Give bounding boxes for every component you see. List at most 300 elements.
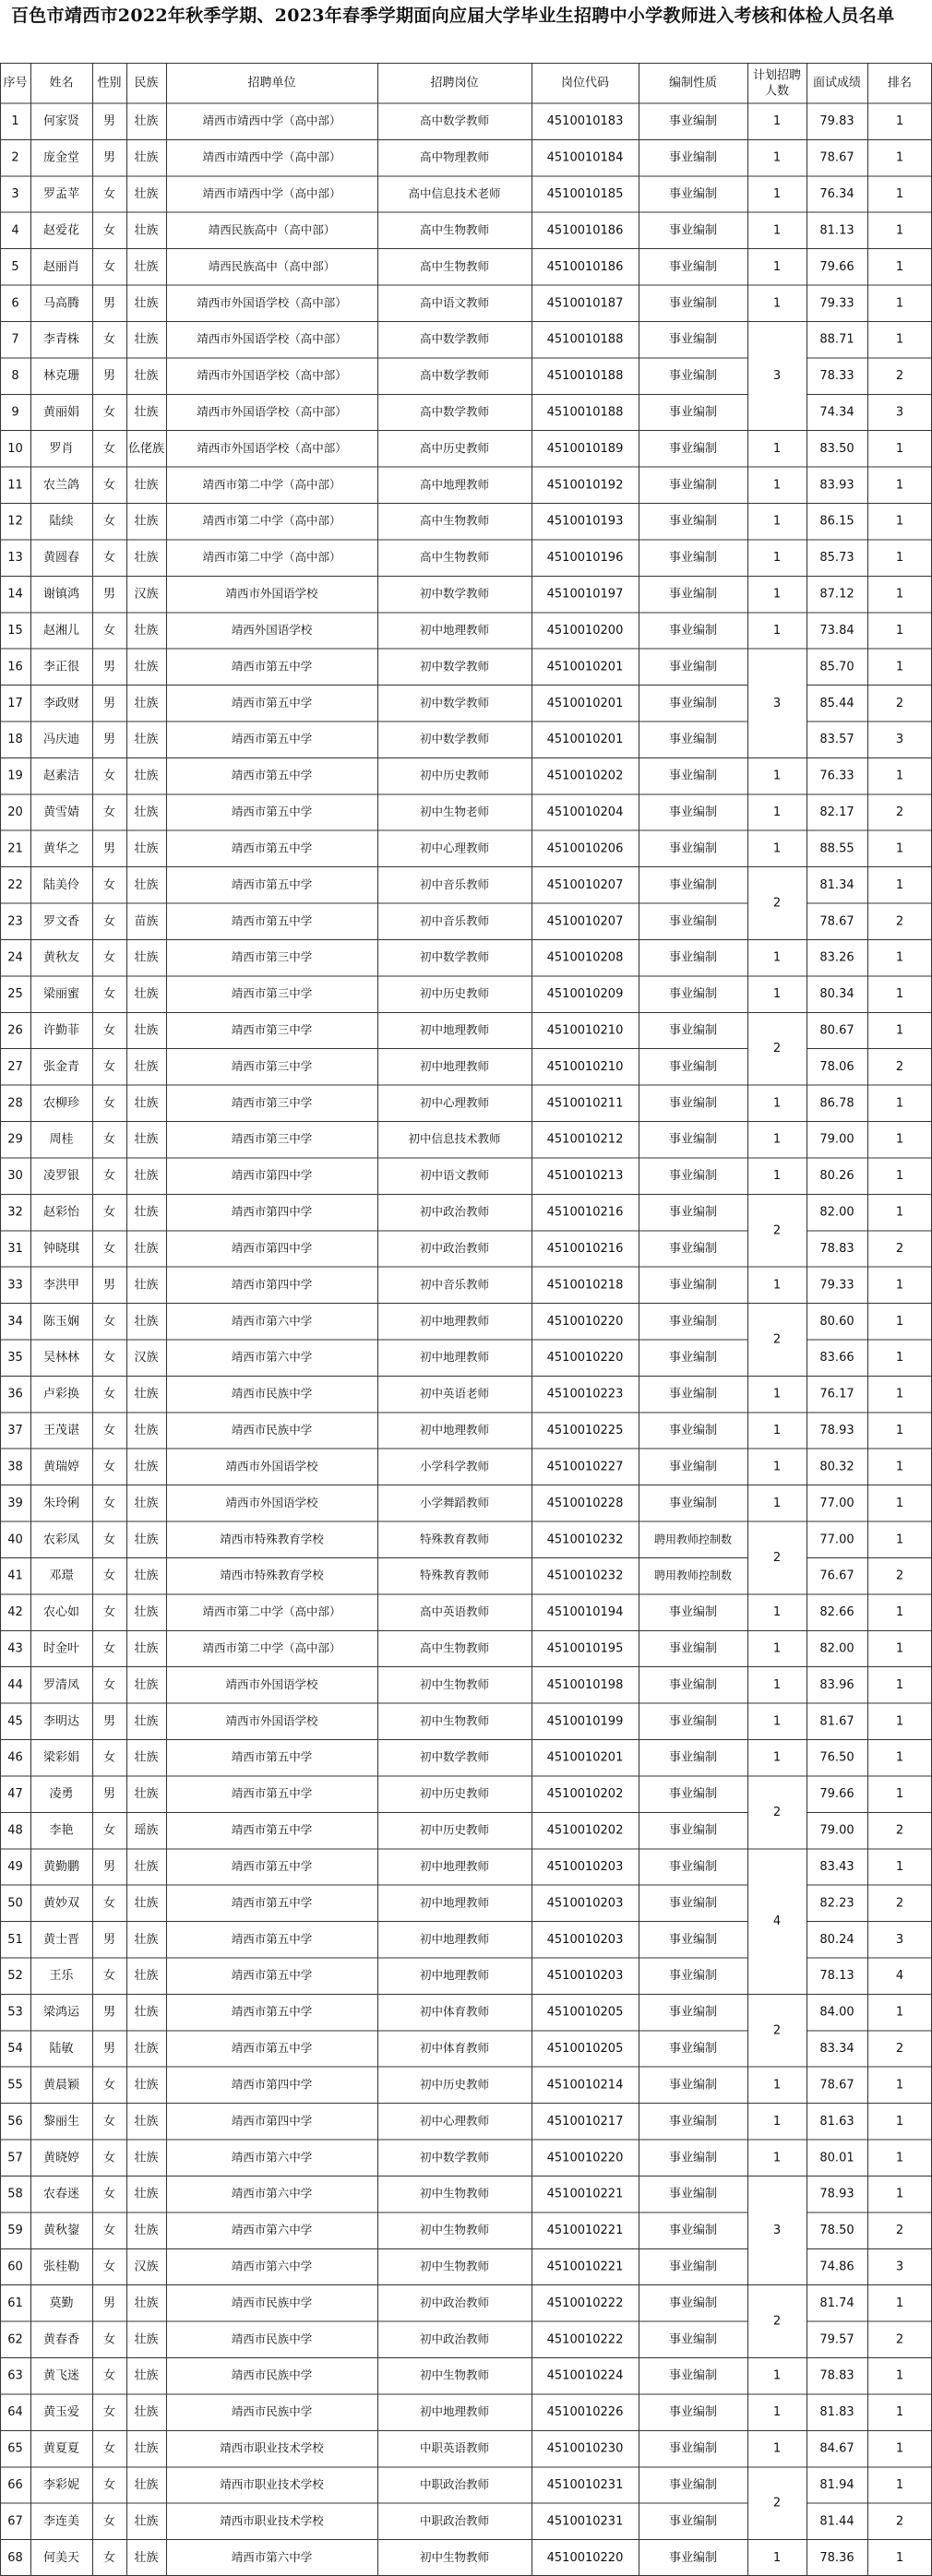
cell-score: 83.43 [819, 1859, 854, 1874]
cell-name: 黄秋友 [42, 950, 80, 965]
cell-position: 初中政治教师 [419, 1204, 490, 1219]
cell-employer: 靖西市靖西中学（高中部） [202, 113, 341, 128]
cell-employer: 靖西市外国语学校（高中部） [197, 295, 347, 310]
cell-rank: 1 [895, 514, 904, 529]
cell-score: 85.44 [819, 696, 854, 710]
cell-code: 4510010211 [546, 1096, 624, 1111]
cell-rank: 3 [895, 1932, 904, 1947]
column-header-position: 招聘岗位 [430, 76, 479, 90]
cell-ethnicity: 壮族 [134, 2042, 159, 2057]
cell-score: 74.34 [819, 405, 854, 420]
cell-gender: 女 [102, 1096, 116, 1111]
cell-position: 初中地理教师 [419, 1895, 490, 1910]
cell-name: 黄丽娟 [42, 405, 80, 420]
cell-quota: 1 [772, 2441, 782, 2456]
cell-employer: 靖西市第四中学 [231, 1240, 313, 1255]
cell-quota: 1 [772, 478, 782, 493]
cell-score: 82.66 [819, 1605, 854, 1620]
cell-position: 特殊教育教师 [419, 1532, 490, 1546]
cell-ethnicity: 壮族 [134, 296, 159, 311]
cell-staffing: 事业编制 [668, 1424, 718, 1438]
cell-staffing: 事业编制 [668, 332, 718, 347]
cell-staffing: 事业编制 [668, 1023, 718, 1038]
cell-name: 农春迷 [42, 2187, 80, 2201]
cell-position: 初中生物教师 [419, 2186, 490, 2200]
cell-gender: 女 [102, 1387, 116, 1401]
cell-gender: 女 [102, 769, 116, 783]
cell-position: 特殊教育教师 [419, 1568, 490, 1582]
cell-score: 83.66 [819, 1351, 854, 1366]
cell-staffing: 事业编制 [668, 441, 718, 456]
cell-employer: 靖西市第三中学 [231, 1022, 313, 1037]
cell-staffing: 事业编制 [668, 2151, 718, 2165]
cell-employer: 靖西市第五中学 [231, 1858, 313, 1873]
cell-code: 4510010208 [546, 950, 624, 965]
cell-quota: 1 [772, 1424, 782, 1438]
cell-code: 4510010220 [546, 2550, 624, 2565]
cell-seq: 55 [7, 2078, 23, 2093]
cell-staffing: 事业编制 [668, 2260, 718, 2274]
cell-employer: 靖西市第五中学 [231, 841, 313, 855]
cell-staffing: 事业编制 [668, 733, 718, 747]
cell-staffing: 事业编制 [668, 1351, 718, 1366]
cell-code: 4510010231 [546, 2514, 624, 2529]
cell-code: 4510010231 [546, 2477, 624, 2492]
cell-rank: 1 [895, 1424, 904, 1438]
cell-name: 农兰鸽 [42, 478, 80, 493]
cell-position: 高中生物教师 [419, 550, 490, 565]
cell-quota: 1 [772, 514, 782, 529]
cell-code: 4510010203 [546, 1859, 624, 1874]
cell-name: 李洪甲 [42, 1278, 80, 1293]
cell-ethnicity: 壮族 [134, 1532, 159, 1547]
cell-code: 4510010203 [546, 1969, 624, 1984]
cell-name: 陆敏 [49, 2042, 74, 2057]
cell-gender: 女 [102, 405, 116, 420]
cell-score: 76.34 [819, 187, 854, 202]
cell-code: 4510010226 [546, 2405, 624, 2420]
cell-position: 初中体育教师 [419, 2041, 490, 2056]
cell-quota: 1 [772, 1496, 782, 1510]
cell-gender: 女 [102, 332, 116, 347]
cell-position: 初中地理教师 [419, 622, 490, 637]
cell-score: 80.34 [819, 987, 854, 1002]
cell-score: 77.00 [819, 1532, 854, 1547]
cell-staffing: 事业编制 [668, 2405, 718, 2420]
cell-rank: 3 [895, 733, 904, 747]
cell-ethnicity: 壮族 [134, 1132, 159, 1147]
cell-quota: 1 [772, 950, 782, 965]
cell-ethnicity: 壮族 [134, 2550, 159, 2565]
cell-quota: 2 [772, 1223, 782, 1238]
column-header-quota: 计划招聘 [752, 68, 802, 83]
cell-seq: 42 [7, 1605, 23, 1620]
cell-position: 初中生物教师 [419, 2549, 490, 2564]
cell-quota: 1 [772, 2550, 782, 2565]
cell-ethnicity: 壮族 [134, 1023, 159, 1038]
cell-staffing: 事业编制 [668, 1205, 718, 1220]
cell-seq: 56 [7, 2114, 23, 2129]
cell-rank: 2 [895, 914, 904, 929]
cell-name: 时金叶 [42, 1641, 80, 1656]
cell-name: 冯庆迪 [42, 733, 80, 747]
cell-employer: 靖西市第五中学 [231, 1786, 313, 1801]
cell-quota: 3 [772, 369, 782, 384]
cell-gender: 男 [102, 696, 116, 710]
cell-position: 初中政治教师 [419, 1240, 490, 1255]
cell-rank: 1 [895, 551, 904, 566]
cell-seq: 12 [7, 514, 23, 529]
cell-staffing: 事业编制 [668, 1750, 718, 1765]
cell-code: 4510010220 [546, 1314, 624, 1329]
cell-staffing: 事业编制 [668, 841, 718, 856]
cell-employer: 靖西外国语学校 [231, 622, 313, 637]
cell-ethnicity: 壮族 [134, 733, 159, 747]
cell-name: 黄晓婷 [42, 2151, 80, 2165]
cell-gender: 女 [102, 877, 116, 892]
cell-ethnicity: 壮族 [134, 841, 159, 856]
cell-gender: 女 [102, 1896, 116, 1911]
cell-quota: 1 [772, 2078, 782, 2093]
cell-quota: 1 [772, 1460, 782, 1474]
cell-ethnicity: 壮族 [134, 1169, 159, 1184]
column-header-employer: 招聘单位 [247, 76, 296, 90]
cell-code: 4510010217 [546, 2114, 624, 2129]
cell-gender: 女 [102, 1169, 116, 1184]
cell-seq: 37 [7, 1424, 23, 1438]
cell-code: 4510010213 [546, 1169, 624, 1184]
cell-seq: 5 [11, 259, 19, 274]
cell-code: 4510010225 [546, 1424, 624, 1438]
cell-position: 初中政治教师 [419, 2332, 490, 2346]
cell-ethnicity: 壮族 [134, 2187, 159, 2201]
cell-position: 小学舞蹈教师 [419, 1495, 490, 1509]
cell-seq: 11 [7, 478, 23, 493]
cell-name: 李连美 [42, 2514, 80, 2529]
cell-seq: 66 [7, 2477, 23, 2492]
cell-staffing: 事业编制 [668, 1096, 718, 1111]
cell-quota: 1 [772, 1132, 782, 1147]
cell-gender: 女 [102, 2224, 116, 2238]
cell-name: 李艳 [49, 1823, 74, 1838]
cell-quota: 1 [772, 805, 782, 820]
cell-employer: 靖西市外国语学校（高中部） [197, 331, 347, 346]
cell-gender: 女 [102, 1424, 116, 1438]
cell-gender: 女 [102, 623, 116, 638]
cell-rank: 2 [895, 1568, 904, 1583]
cell-name: 农心如 [42, 1605, 80, 1620]
cell-gender: 女 [102, 2441, 116, 2456]
cell-ethnicity: 壮族 [134, 696, 159, 710]
cell-gender: 女 [102, 1750, 116, 1765]
cell-gender: 男 [102, 1859, 116, 1874]
cell-staffing: 事业编制 [668, 623, 718, 638]
cell-quota: 1 [772, 441, 782, 456]
cell-rank: 1 [895, 987, 904, 1002]
cell-ethnicity: 壮族 [134, 1460, 159, 1474]
cell-quota: 4 [772, 1914, 782, 1929]
cell-rank: 1 [895, 1351, 904, 1366]
cell-name: 凌罗银 [42, 1169, 80, 1184]
cell-employer: 靖西市第二中学（高中部） [202, 550, 341, 565]
cell-quota: 1 [772, 223, 782, 238]
cell-ethnicity: 壮族 [134, 1314, 159, 1329]
cell-employer: 靖西市第四中学 [231, 2113, 313, 2128]
cell-staffing: 事业编制 [668, 1169, 718, 1184]
cell-code: 4510010201 [546, 696, 624, 710]
cell-seq: 38 [7, 1460, 23, 1474]
cell-name: 黄晨颖 [42, 2078, 80, 2093]
cell-staffing: 事业编制 [668, 1059, 718, 1074]
cell-staffing: 事业编制 [668, 551, 718, 566]
cell-gender: 女 [102, 1605, 116, 1620]
cell-ethnicity: 壮族 [134, 769, 159, 783]
cell-seq: 68 [7, 2550, 23, 2565]
cell-rank: 2 [895, 805, 904, 820]
cell-score: 77.00 [819, 1496, 854, 1510]
cell-score: 84.67 [819, 2441, 854, 2456]
cell-name: 黄雪婧 [42, 805, 80, 820]
cell-name: 林克珊 [42, 369, 80, 384]
cell-rank: 1 [895, 1460, 904, 1474]
cell-ethnicity: 壮族 [134, 223, 159, 238]
cell-quota: 2 [772, 1550, 782, 1565]
cell-position: 中职政治教师 [419, 2476, 490, 2491]
cell-ethnicity: 壮族 [134, 660, 159, 674]
cell-seq: 65 [7, 2441, 23, 2456]
cell-rank: 1 [895, 841, 904, 856]
cell-ethnicity: 壮族 [134, 1496, 159, 1510]
cell-seq: 44 [7, 1677, 23, 1692]
cell-score: 83.26 [819, 950, 854, 965]
cell-staffing: 事业编制 [668, 1969, 718, 1984]
cell-employer: 靖西市第二中学（高中部） [202, 1604, 341, 1619]
cell-rank: 4 [895, 1969, 904, 1984]
cell-rank: 2 [895, 1241, 904, 1256]
cell-employer: 靖西市民族中学 [231, 2404, 313, 2419]
cell-staffing: 事业编制 [668, 223, 718, 238]
cell-code: 4510010192 [546, 478, 624, 493]
cell-staffing: 事业编制 [668, 950, 718, 965]
cell-code: 4510010186 [546, 223, 624, 238]
cell-gender: 女 [102, 2078, 116, 2093]
cell-employer: 靖西市第六中学 [231, 2549, 313, 2564]
cell-gender: 女 [102, 2114, 116, 2129]
cell-gender: 女 [102, 259, 116, 274]
cell-gender: 女 [102, 441, 116, 456]
cell-name: 莫勤 [49, 2296, 74, 2310]
cell-employer: 靖西市外国语学校 [225, 586, 318, 601]
cell-code: 4510010207 [546, 914, 624, 929]
cell-code: 4510010221 [546, 2224, 624, 2238]
cell-seq: 58 [7, 2187, 23, 2201]
cell-staffing: 事业编制 [668, 1714, 718, 1729]
cell-position: 初中数学教师 [419, 659, 490, 674]
cell-code: 4510010218 [546, 1278, 624, 1293]
cell-employer: 靖西市第五中学 [231, 1749, 313, 1764]
cell-ethnicity: 壮族 [134, 1387, 159, 1401]
cell-employer: 靖西市第六中学 [231, 2259, 313, 2273]
cell-quota: 1 [772, 2114, 782, 2129]
cell-ethnicity: 壮族 [134, 478, 159, 493]
cell-position: 初中政治教师 [419, 2295, 490, 2309]
cell-score: 84.00 [819, 2005, 854, 2020]
cell-seq: 31 [7, 1241, 23, 1256]
cell-code: 4510010230 [546, 2441, 624, 2456]
cell-name: 陆续 [49, 514, 74, 529]
cell-code: 4510010232 [546, 1568, 624, 1583]
cell-ethnicity: 苗族 [134, 914, 159, 929]
cell-employer: 靖西市第三中学 [231, 1095, 313, 1110]
cell-employer: 靖西市第三中学 [231, 949, 313, 964]
cell-ethnicity: 壮族 [134, 1605, 159, 1620]
cell-gender: 女 [102, 1460, 116, 1474]
cell-seq: 33 [7, 1278, 23, 1293]
cell-employer: 靖西市第二中学（高中部） [202, 477, 341, 492]
cell-quota: 1 [772, 296, 782, 311]
cell-seq: 9 [11, 405, 19, 420]
cell-seq: 21 [7, 841, 23, 856]
cell-staffing: 事业编制 [668, 1387, 718, 1401]
cell-employer: 靖西市第三中学 [231, 1058, 313, 1073]
cell-employer: 靖西市第五中学 [231, 1822, 313, 1837]
cell-employer: 靖西市民族中学 [231, 1423, 313, 1437]
cell-seq: 43 [7, 1641, 23, 1656]
cell-code: 4510010228 [546, 1496, 624, 1510]
cell-gender: 男 [102, 296, 116, 311]
cell-staffing: 事业编制 [668, 2550, 718, 2565]
cell-staffing: 事业编制 [668, 1241, 718, 1256]
cell-score: 78.36 [819, 2550, 854, 2565]
cell-position: 初中信息技术教师 [408, 1131, 501, 1146]
cell-employer: 靖西市第五中学 [231, 695, 313, 710]
cell-seq: 4 [11, 223, 19, 238]
cell-employer: 靖西市第六中学 [231, 2223, 313, 2237]
cell-ethnicity: 壮族 [134, 1859, 159, 1874]
cell-position: 中职政治教师 [419, 2513, 490, 2528]
cell-name: 农柳珍 [42, 1096, 80, 1111]
cell-code: 4510010201 [546, 660, 624, 674]
cell-position: 初中生物教师 [419, 2223, 490, 2237]
cell-seq: 34 [7, 1314, 23, 1329]
cell-rank: 1 [895, 2187, 904, 2201]
cell-position: 初中体育教师 [419, 2004, 490, 2019]
cell-gender: 女 [102, 1351, 116, 1366]
cell-quota: 1 [772, 1677, 782, 1692]
cell-name: 凌勇 [49, 1787, 74, 1802]
cell-score: 80.01 [819, 2151, 854, 2165]
cell-seq: 29 [7, 1132, 23, 1147]
cell-rank: 1 [895, 1496, 904, 1510]
cell-ethnicity: 汉族 [134, 2260, 159, 2274]
cell-ethnicity: 壮族 [134, 877, 159, 892]
cell-employer: 靖西市第四中学 [231, 1168, 313, 1183]
cell-rank: 1 [895, 950, 904, 965]
cell-employer: 靖西市第六中学 [231, 1350, 313, 1365]
cell-ethnicity: 壮族 [134, 514, 159, 529]
cell-score: 76.50 [819, 1750, 854, 1765]
cell-ethnicity: 壮族 [134, 405, 159, 420]
cell-gender: 女 [102, 1677, 116, 1692]
cell-position: 中职英语教师 [419, 2440, 490, 2455]
cell-employer: 靖西市第五中学 [231, 2004, 313, 2019]
cell-name: 陆美伶 [42, 877, 80, 892]
cell-score: 81.34 [819, 877, 854, 892]
cell-code: 4510010220 [546, 1351, 624, 1366]
cell-ethnicity: 壮族 [134, 1278, 159, 1293]
cell-employer: 靖西市职业技术学校 [220, 2476, 324, 2491]
cell-quota: 1 [772, 259, 782, 274]
cell-staffing: 事业编制 [668, 914, 718, 929]
cell-gender: 女 [102, 551, 116, 566]
cell-seq: 32 [7, 1205, 23, 1220]
cell-ethnicity: 壮族 [134, 987, 159, 1002]
cell-staffing: 事业编制 [668, 2224, 718, 2238]
cell-staffing: 事业编制 [668, 1641, 718, 1656]
cell-name: 李明达 [42, 1714, 80, 1729]
cell-ethnicity: 壮族 [134, 1896, 159, 1911]
cell-quota: 1 [772, 187, 782, 202]
cell-employer: 靖西市第六中学 [231, 2186, 313, 2200]
cell-code: 4510010203 [546, 1896, 624, 1911]
cell-rank: 1 [895, 441, 904, 456]
cell-position: 初中地理教师 [419, 1423, 490, 1437]
cell-position: 高中生物教师 [419, 258, 490, 273]
cell-rank: 1 [895, 2078, 904, 2093]
cell-quota: 1 [772, 1605, 782, 1620]
cell-seq: 27 [7, 1059, 23, 1074]
cell-employer: 靖西市靖西中学（高中部） [202, 149, 341, 164]
cell-code: 4510010216 [546, 1205, 624, 1220]
cell-name: 罗清凤 [42, 1677, 80, 1692]
cell-position: 初中语文教师 [419, 1168, 490, 1183]
cell-staffing: 事业编制 [668, 478, 718, 493]
cell-score: 78.33 [819, 369, 854, 384]
cell-employer: 靖西市外国语学校（高中部） [197, 368, 347, 383]
cell-code: 4510010203 [546, 1932, 624, 1947]
cell-rank: 1 [895, 478, 904, 493]
cell-position: 高中物理教师 [419, 149, 490, 164]
cell-score: 81.63 [819, 2114, 854, 2129]
cell-quota: 1 [772, 114, 782, 129]
cell-name: 罗孟苹 [42, 187, 80, 202]
cell-employer: 靖西市第五中学 [231, 877, 313, 891]
cell-staffing: 事业编制 [668, 1787, 718, 1802]
cell-position: 高中语文教师 [419, 295, 490, 310]
cell-rank: 1 [895, 259, 904, 274]
cell-rank: 1 [895, 2550, 904, 2565]
cell-ethnicity: 壮族 [134, 1677, 159, 1692]
cell-name: 李青株 [42, 332, 80, 347]
cell-employer: 靖西市靖西中学（高中部） [202, 186, 341, 201]
cell-seq: 39 [7, 1496, 23, 1510]
cell-staffing: 事业编制 [668, 114, 718, 129]
cell-code: 4510010199 [546, 1714, 624, 1729]
cell-score: 79.00 [819, 1823, 854, 1838]
cell-staffing: 事业编制 [668, 2078, 718, 2093]
cell-name: 邓璟 [49, 1568, 74, 1583]
cell-gender: 男 [102, 2296, 116, 2310]
cell-rank: 2 [895, 369, 904, 384]
cell-position: 初中地理教师 [419, 2404, 490, 2419]
cell-seq: 46 [7, 1750, 23, 1765]
cell-score: 79.83 [819, 114, 854, 129]
cell-code: 4510010201 [546, 1750, 624, 1765]
cell-ethnicity: 壮族 [134, 1714, 159, 1729]
cell-position: 高中生物教师 [419, 1640, 490, 1655]
cell-gender: 女 [102, 1132, 116, 1147]
cell-seq: 17 [7, 696, 23, 710]
